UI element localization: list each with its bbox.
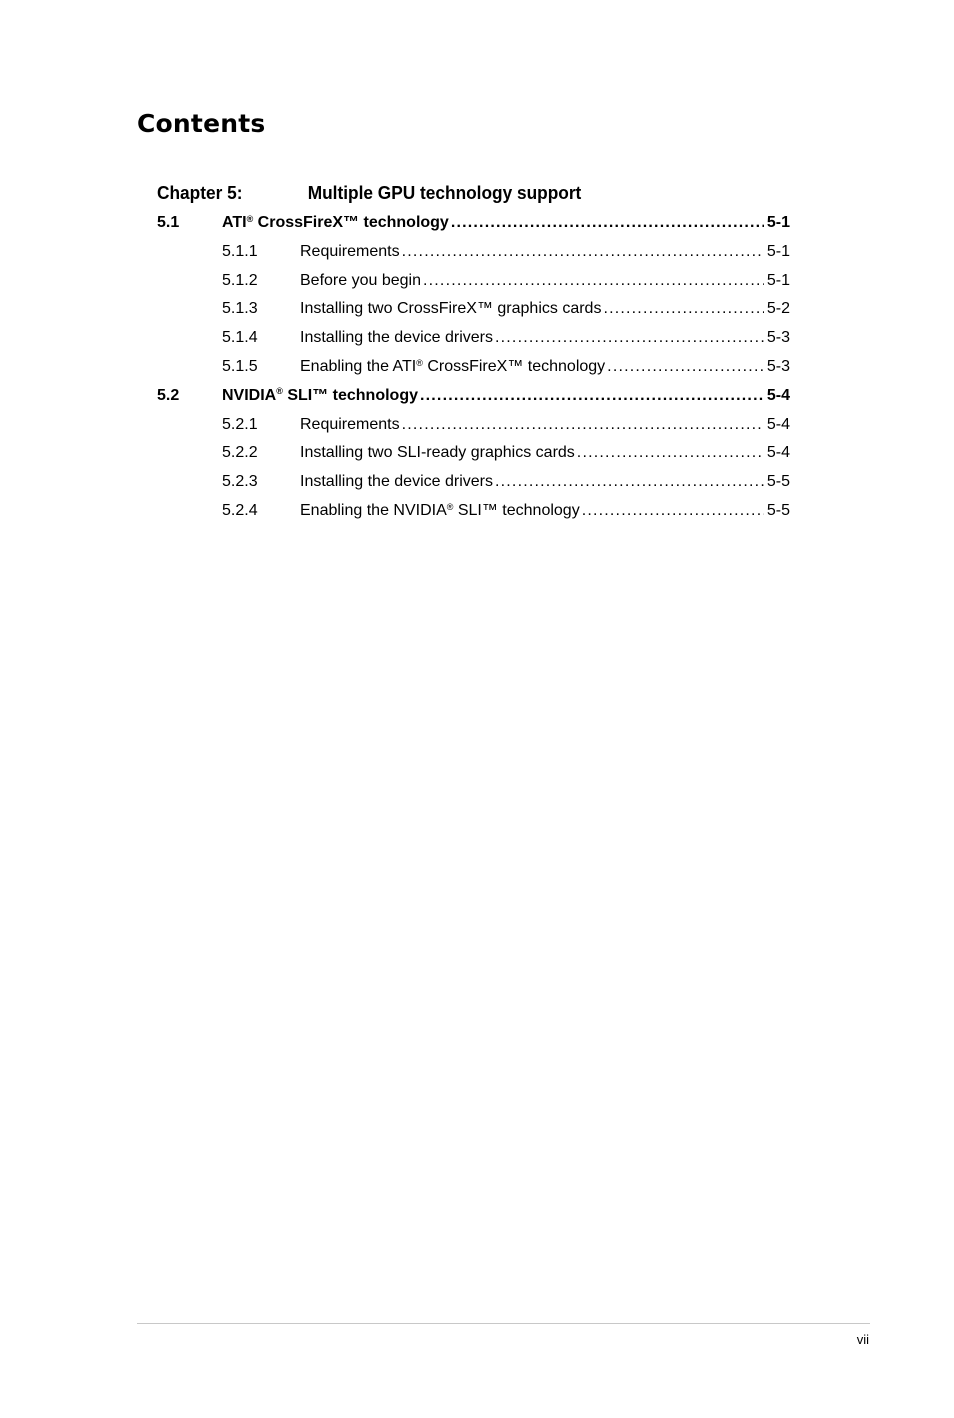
toc-entry-number: 5.1.5 — [222, 357, 258, 375]
toc-subsection-entry[interactable] — [157, 439, 790, 468]
toc-entry-title — [300, 353, 605, 382]
registered-mark: ® — [246, 213, 254, 224]
toc-page-number: 5-1 — [766, 242, 790, 260]
toc-entry-number: 5.1.4 — [222, 329, 258, 347]
toc-subsection-entry[interactable] — [157, 497, 790, 526]
toc-entry-number: 5.2.2 — [222, 444, 258, 462]
toc-entry-title — [300, 267, 421, 296]
toc-page-number: 5-3 — [766, 329, 790, 347]
toc-subsection-entry[interactable] — [157, 411, 790, 440]
toc-entry-number: 5.1.3 — [222, 300, 258, 318]
toc-subsection-entry[interactable] — [157, 238, 790, 267]
chapter-title: Multiple GPU technology support — [307, 183, 582, 203]
toc-entry-line — [300, 324, 790, 353]
toc-entry-title — [300, 324, 493, 353]
toc-subsection-entry[interactable] — [157, 295, 790, 324]
toc-entry-text: Installing the device drivers — [300, 329, 493, 347]
toc-entry-text: Installing two SLI-ready graphics cards — [300, 444, 575, 462]
toc-page-number: 5-1 — [766, 214, 790, 231]
dot-leader — [402, 411, 764, 440]
toc-entry-text: Installing the device drivers — [300, 473, 493, 491]
toc-subsection-entry[interactable] — [157, 353, 790, 382]
page-title: Contents — [137, 109, 266, 138]
toc-page-number: 5-4 — [766, 444, 790, 462]
toc-entry-number: 5.1.2 — [222, 271, 258, 289]
dot-leader — [451, 209, 764, 238]
footer-divider — [137, 1323, 870, 1324]
toc-entry-text-suffix: CrossFireX™ technology — [422, 357, 606, 375]
toc-entry-line — [300, 468, 790, 497]
toc-entry-title — [300, 411, 400, 440]
toc-entry-number: 5.2 — [157, 386, 180, 404]
toc-entry-title — [222, 209, 449, 238]
toc-entry-title — [222, 382, 418, 411]
toc-subsection-entry[interactable] — [157, 468, 790, 497]
chapter-heading — [157, 181, 771, 205]
toc-entry-title — [300, 497, 580, 526]
chapter-number: Chapter 5: — [157, 183, 243, 203]
dot-leader — [495, 324, 764, 353]
toc-entry-text: Before you begin — [300, 271, 421, 289]
toc-page-number: 5-4 — [766, 415, 790, 433]
toc-entry-line — [300, 353, 790, 382]
toc-entry-title — [300, 238, 400, 267]
table-of-contents — [157, 209, 790, 526]
toc-entry-line — [300, 295, 790, 324]
toc-entry-text: ATI — [222, 214, 247, 231]
toc-entry-text: Installing two CrossFireX™ graphics cards — [300, 300, 602, 318]
toc-entry-line — [300, 238, 790, 267]
toc-subsection-entry[interactable] — [157, 267, 790, 296]
toc-entry-line — [222, 209, 790, 238]
toc-page-number: 5-5 — [766, 501, 790, 519]
footer-page-number: vii — [856, 1332, 869, 1347]
toc-entry-line — [300, 267, 790, 296]
toc-entry-text: Requirements — [300, 415, 400, 433]
toc-entry-text: NVIDIA — [222, 386, 277, 404]
toc-entry-title — [300, 439, 575, 468]
toc-entry-number: 5.2.3 — [222, 473, 258, 491]
toc-entry-text-suffix: SLI™ technology — [453, 501, 580, 519]
toc-page-number: 5-2 — [766, 300, 790, 318]
toc-page-number: 5-3 — [766, 357, 790, 375]
dot-leader — [603, 295, 763, 324]
toc-page-number: 5-4 — [766, 386, 790, 404]
toc-section-entry[interactable] — [157, 209, 790, 238]
toc-entry-text: Enabling the NVIDIA — [300, 501, 447, 519]
dot-leader — [402, 238, 764, 267]
toc-entry-text-suffix: CrossFireX™ technology — [253, 214, 449, 231]
dot-leader — [495, 468, 764, 497]
toc-entry-line — [222, 382, 790, 411]
toc-page-number: 5-1 — [766, 271, 790, 289]
toc-entry-title — [300, 295, 601, 324]
toc-entry-number: 5.2.4 — [222, 501, 258, 519]
toc-entry-title — [300, 468, 493, 497]
dot-leader — [582, 497, 764, 526]
toc-entry-text: Requirements — [300, 242, 400, 260]
registered-mark: ® — [416, 357, 423, 368]
dot-leader — [420, 382, 764, 411]
toc-entry-line — [300, 439, 790, 468]
registered-mark: ® — [446, 501, 454, 512]
toc-page-number: 5-5 — [766, 473, 790, 491]
dot-leader — [577, 439, 764, 468]
dot-leader — [423, 267, 764, 296]
registered-mark: ® — [276, 386, 283, 397]
toc-entry-text: Enabling the ATI — [300, 357, 417, 375]
toc-entry-number: 5.1 — [157, 214, 180, 231]
toc-entry-line — [300, 497, 790, 526]
toc-entry-text-suffix: SLI™ technology — [282, 386, 418, 404]
toc-entry-number: 5.1.1 — [222, 242, 258, 260]
toc-entry-number: 5.2.1 — [222, 415, 258, 433]
toc-entry-line — [300, 411, 790, 440]
dot-leader — [607, 353, 764, 382]
toc-section-entry[interactable] — [157, 382, 790, 411]
toc-subsection-entry[interactable] — [157, 324, 790, 353]
